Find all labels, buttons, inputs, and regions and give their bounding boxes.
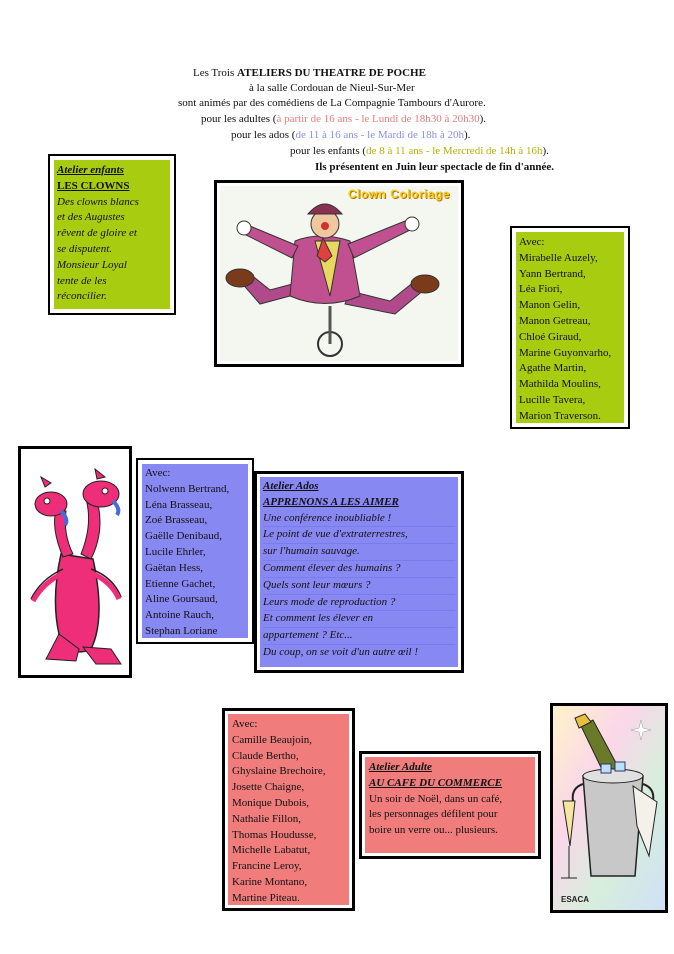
cast-member: Lucile Ehrler, bbox=[145, 545, 206, 558]
cast-member: Agathe Martin, bbox=[519, 362, 587, 375]
cast-member: Camille Beaujoin, bbox=[232, 733, 313, 746]
ados-description-panel bbox=[260, 477, 458, 667]
cast-member: Gaëtan Hess, bbox=[145, 561, 204, 574]
ados-body-line: Leurs mode de reproduction ? bbox=[263, 595, 455, 612]
enfants-body-line: se disputent. bbox=[57, 242, 112, 255]
cast-member: Michelle Labatut, bbox=[232, 844, 311, 857]
champagne-illustration bbox=[553, 706, 665, 910]
cast-member: Manon Getreau, bbox=[519, 314, 591, 327]
enfants-cast-panel bbox=[516, 232, 624, 423]
adulte-cast-box bbox=[222, 708, 355, 911]
adulte-description-panel bbox=[365, 757, 535, 853]
cast-member: Manon Gelin, bbox=[519, 299, 581, 312]
ados-title: Atelier Ados bbox=[263, 480, 319, 492]
adulte-body-line: les personnages défilent pour bbox=[369, 808, 498, 821]
cast-member: Nathalie Fillon, bbox=[232, 812, 302, 825]
enfants-description-box bbox=[48, 154, 176, 315]
enfants-cast-label: Avec: bbox=[519, 236, 545, 248]
clown-image bbox=[220, 186, 458, 361]
header-title bbox=[193, 66, 426, 81]
cast-member: Lucille Tavera, bbox=[519, 393, 586, 406]
adulte-description-box bbox=[359, 751, 541, 859]
ados-subtitle: APPRENONS A LES AIMER bbox=[263, 495, 399, 508]
cast-member: Marion Traverson. bbox=[519, 409, 601, 422]
ados-body-line: appartement ? Etc... bbox=[263, 628, 455, 645]
adulte-body-line: Un soir de Noël, dans un café, bbox=[369, 792, 503, 805]
ados-body-line: Le point de vue d'extraterrestres, bbox=[263, 527, 455, 544]
enfants-body bbox=[57, 195, 167, 306]
ados-suffix: ). bbox=[464, 129, 471, 141]
adultes-suffix: ). bbox=[479, 113, 487, 125]
cast-member: Mirabelle Auzely, bbox=[519, 251, 598, 264]
enfants-detail: de 8 à 11 ans - le Mercredi de 14h à 16h bbox=[366, 145, 543, 157]
adulte-cast-label: Avec: bbox=[232, 718, 258, 730]
ados-body-line: sur l'humain sauvage. bbox=[263, 544, 455, 561]
cast-member: Chloé Giraud, bbox=[519, 330, 582, 343]
cast-member: Ghyslaine Brechoire, bbox=[232, 765, 326, 778]
ados-body-line: Du coup, on se voit d'un autre œil ! bbox=[263, 645, 419, 658]
ados-body bbox=[263, 511, 455, 661]
creature-illustration bbox=[21, 449, 129, 675]
cast-member: Claude Bertho, bbox=[232, 749, 299, 762]
enfants-description-panel bbox=[54, 160, 170, 309]
clown-image-frame bbox=[214, 180, 464, 367]
artist-signature: ESACA bbox=[561, 895, 590, 904]
enfants-body-line: et des Augustes bbox=[57, 211, 125, 224]
cast-member: Gaëlle Denibaud, bbox=[145, 530, 222, 543]
cast-member: Martine Piteau. bbox=[232, 891, 300, 904]
champagne-image-frame bbox=[550, 703, 668, 913]
adultes-detail: à partir de 16 ans - le Lundi de 18h30 à 20h30 bbox=[276, 113, 480, 125]
cast-member: Etienne Gachet, bbox=[145, 577, 216, 590]
header-company: sont animés par des comédiens de La Compagnie Tambours d'Aurore. bbox=[178, 97, 486, 109]
header-spectacle: Ils présentent en Juin leur spectacle de fin d'année. bbox=[315, 161, 555, 173]
enfants-body-line: tente de les bbox=[57, 274, 107, 287]
cast-member: Léa Fiori, bbox=[519, 283, 563, 296]
cast-member: Josette Chaigne, bbox=[232, 781, 305, 794]
clown-image-caption: Clown Coloriage bbox=[347, 187, 450, 201]
cast-member: Stephan Loriane bbox=[145, 624, 218, 637]
ados-body-line: Quels sont leur mœurs ? bbox=[263, 578, 455, 595]
enfants-cast-box bbox=[510, 226, 630, 429]
adulte-body-line: boire un verre ou... plusieurs. bbox=[369, 824, 498, 837]
ados-cast-label: Avec: bbox=[145, 467, 171, 479]
cast-member: Yann Bertrand, bbox=[519, 267, 586, 280]
cast-member: Nolwenn Bertrand, bbox=[145, 482, 230, 495]
cast-member: Karine Montano, bbox=[232, 875, 308, 888]
cast-member: Zoé Brasseau, bbox=[145, 514, 208, 527]
adulte-title: Atelier Adulte bbox=[369, 761, 432, 773]
cast-member: Marine Guyonvarho, bbox=[519, 346, 612, 359]
cast-member: Francine Leroy, bbox=[232, 860, 302, 873]
adultes-prefix: pour les adultes ( bbox=[201, 113, 277, 125]
enfants-body-line: réconcilier. bbox=[57, 290, 107, 303]
ados-body-line: Une conférence inoubliable ! bbox=[263, 511, 455, 528]
cast-member: Monique Dubois, bbox=[232, 796, 309, 809]
enfants-prefix: pour les enfants ( bbox=[290, 145, 367, 157]
adulte-subtitle: AU CAFE DU COMMERCE bbox=[369, 776, 502, 789]
ados-body-line: Et comment les élever en bbox=[263, 611, 455, 628]
cast-member: Aline Goursaud, bbox=[145, 593, 218, 606]
enfants-subtitle: LES CLOWNS bbox=[57, 179, 130, 192]
header-adultes bbox=[201, 112, 486, 127]
header-enfants bbox=[290, 144, 549, 159]
ados-cast-box bbox=[136, 458, 254, 644]
enfants-body-line: Monsieur Loyal bbox=[57, 258, 127, 271]
clown-illustration bbox=[220, 186, 458, 361]
enfants-body-line: rêvent de gloire et bbox=[57, 227, 137, 240]
ados-detail: de 11 à 16 ans - le Mardi de 18h à 20h bbox=[295, 129, 464, 141]
creature-image-frame bbox=[18, 446, 132, 678]
cast-member: Mathilda Moulins, bbox=[519, 378, 601, 391]
cast-member: Thomas Houdusse, bbox=[232, 828, 317, 841]
ados-prefix: pour les ados ( bbox=[231, 129, 296, 141]
cast-member: Antoine Rauch, bbox=[145, 609, 215, 622]
header-title-bold: ATELIERS DU THEATRE DE POCHE bbox=[237, 67, 426, 79]
cast-member: Léna Brasseau, bbox=[145, 498, 213, 511]
ados-cast-panel bbox=[142, 464, 248, 638]
header-ados bbox=[231, 128, 470, 143]
enfants-suffix: ). bbox=[542, 145, 549, 157]
ados-body-line: Comment élever des humains ? bbox=[263, 561, 455, 578]
enfants-body-line: Des clowns blancs bbox=[57, 195, 139, 208]
enfants-title: Atelier enfants bbox=[57, 164, 124, 176]
header-venue: à la salle Cordouan de Nieul-Sur-Mer bbox=[249, 82, 415, 94]
ados-description-box bbox=[254, 471, 464, 673]
adulte-cast-panel bbox=[228, 714, 349, 905]
header-title-prefix: Les Trois bbox=[193, 67, 238, 79]
